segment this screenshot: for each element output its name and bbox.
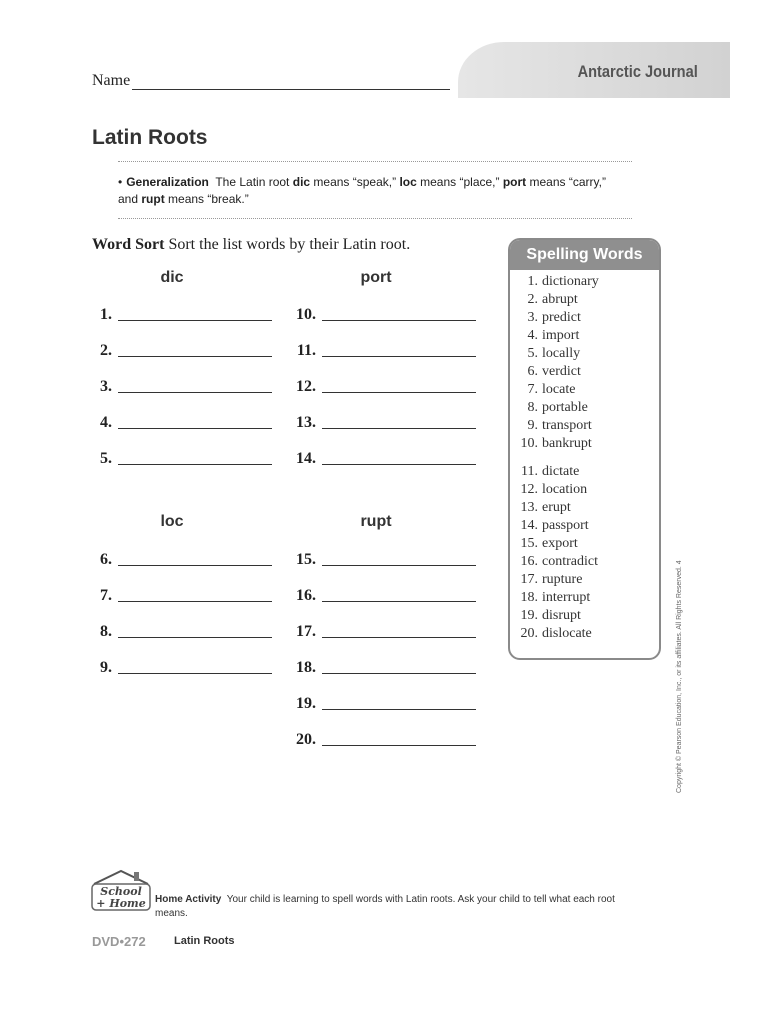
- answer-blank[interactable]: [322, 745, 476, 746]
- divider-top: [118, 161, 632, 162]
- spelling-word: predict: [542, 310, 581, 325]
- spelling-word-item: [510, 608, 610, 624]
- spelling-word: bankrupt: [542, 436, 592, 451]
- answer-blank[interactable]: [118, 320, 272, 321]
- column-head-loc: loc: [160, 513, 184, 530]
- spelling-word-item: [510, 590, 610, 606]
- answer-blank[interactable]: [322, 565, 476, 566]
- spelling-word-item: [510, 346, 610, 362]
- answer-blank[interactable]: [322, 392, 476, 393]
- spelling-word-number: 11.: [521, 464, 538, 479]
- spelling-word-number: 9.: [527, 418, 538, 433]
- unit-title: Antarctic Journal: [577, 62, 698, 81]
- home-activity-label: Home Activity: [155, 894, 222, 905]
- answer-blank[interactable]: [118, 464, 272, 465]
- latin-root: dic: [292, 175, 311, 189]
- name-line: [132, 89, 450, 90]
- spelling-word-number: 15.: [520, 536, 538, 551]
- spelling-word-number: 13.: [520, 500, 538, 515]
- answer-number: 7.: [100, 587, 112, 604]
- spelling-word: passport: [542, 518, 589, 533]
- answer-number: 19.: [296, 695, 316, 712]
- spelling-word-item: [510, 310, 610, 326]
- answer-blank[interactable]: [322, 356, 476, 357]
- spelling-word: erupt: [542, 500, 571, 515]
- home-activity: [155, 893, 635, 921]
- spelling-word-number: 4.: [527, 328, 538, 343]
- word-sort-instruction: Sort the list words by their Latin root.: [168, 236, 411, 253]
- answer-number: 9.: [100, 659, 112, 676]
- spelling-word: location: [542, 482, 588, 497]
- spelling-word-number: 16.: [520, 554, 538, 569]
- answer-number: 4.: [100, 414, 112, 431]
- answer-number: 5.: [100, 450, 112, 467]
- latin-root: loc: [399, 175, 417, 189]
- answer-number: 18.: [296, 659, 316, 676]
- answer-blank[interactable]: [118, 673, 272, 674]
- generalization: [118, 174, 628, 208]
- name-label: Name: [92, 72, 131, 89]
- spelling-word-number: 17.: [520, 572, 538, 587]
- spelling-word-item: [510, 500, 610, 516]
- spelling-word-item: [510, 482, 610, 498]
- spelling-word-number: 20.: [520, 626, 538, 641]
- spelling-word-number: 14.: [520, 518, 538, 533]
- spelling-word: dictionary: [542, 274, 599, 289]
- answer-blank[interactable]: [322, 464, 476, 465]
- answer-blank[interactable]: [322, 428, 476, 429]
- answer-number: 15.: [296, 551, 316, 568]
- spelling-word-number: 12.: [520, 482, 538, 497]
- answer-blank[interactable]: [118, 601, 272, 602]
- page-title: Latin Roots: [92, 126, 208, 149]
- home-activity-text: Your child is learning to spell words with Latin roots. Ask your child to tell what each root means.: [155, 894, 615, 919]
- bullet: •: [118, 175, 123, 189]
- answer-number: 10.: [296, 306, 316, 323]
- answer-blank[interactable]: [322, 637, 476, 638]
- spelling-word-item: [510, 364, 610, 380]
- spelling-word: disrupt: [542, 608, 581, 623]
- word-sort-heading: [92, 236, 410, 254]
- column-head-dic: dic: [160, 269, 184, 286]
- answer-number: 12.: [296, 378, 316, 395]
- spelling-word-item: [510, 418, 610, 434]
- chimney-icon: [134, 872, 139, 881]
- generalization-fragment: means “place,”: [416, 175, 503, 189]
- generalization-fragment: means “break.”: [164, 192, 249, 206]
- spelling-word: portable: [542, 400, 588, 415]
- divider-bottom: [118, 218, 632, 219]
- generalization-fragment: means “carry,” and: [118, 175, 606, 206]
- spelling-word-number: 8.: [527, 400, 538, 415]
- spelling-word: export: [542, 536, 578, 551]
- answer-number: 1.: [100, 306, 112, 323]
- generalization-label: Generalization: [126, 175, 209, 189]
- latin-root: rupt: [141, 192, 165, 206]
- answer-number: 3.: [100, 378, 112, 395]
- roof-icon: [94, 871, 148, 884]
- spelling-word-number: 19.: [520, 608, 538, 623]
- spelling-word-item: [510, 536, 610, 552]
- spelling-word: locally: [542, 346, 581, 361]
- answer-blank[interactable]: [118, 392, 272, 393]
- spelling-word: verdict: [542, 364, 581, 379]
- spelling-word: import: [542, 328, 580, 343]
- spelling-word-number: 6.: [527, 364, 538, 379]
- spelling-word-item: [510, 400, 610, 416]
- generalization-fragment: The Latin root: [215, 175, 293, 189]
- answer-blank[interactable]: [118, 428, 272, 429]
- spelling-word-item: [510, 292, 610, 308]
- spelling-word-item: [510, 572, 610, 588]
- spelling-word-item: [510, 464, 610, 480]
- answer-blank[interactable]: [118, 637, 272, 638]
- latin-root: port: [502, 175, 527, 189]
- spelling-word-number: 18.: [520, 590, 538, 605]
- logo-text-school: School: [100, 885, 142, 898]
- spelling-word: dictate: [542, 464, 580, 479]
- answer-number: 11.: [296, 342, 316, 359]
- school-home-logo: [88, 868, 154, 912]
- spelling-word-item: [510, 554, 610, 570]
- spelling-word-item: [510, 274, 610, 290]
- column-head-rupt: rupt: [360, 513, 392, 530]
- spelling-word: locate: [542, 382, 576, 397]
- spelling-word-item: [510, 626, 610, 642]
- spelling-word-item: [510, 436, 610, 452]
- spelling-word-number: 2.: [527, 292, 538, 307]
- answer-number: 20.: [296, 731, 316, 748]
- answer-number: 14.: [296, 450, 316, 467]
- answer-blank[interactable]: [322, 709, 476, 710]
- answer-blank[interactable]: [322, 673, 476, 674]
- answer-number: 2.: [100, 342, 112, 359]
- spelling-words-box: [508, 238, 661, 660]
- word-sort-label: Word Sort: [92, 236, 165, 253]
- spelling-word: transport: [542, 418, 592, 433]
- spelling-word-number: 10.: [520, 436, 538, 451]
- spelling-word-item: [510, 328, 610, 344]
- spelling-word-number: 3.: [527, 310, 538, 325]
- answer-blank[interactable]: [322, 320, 476, 321]
- spelling-word-item: [510, 382, 610, 398]
- spelling-word: contradict: [542, 554, 598, 569]
- spelling-word: rupture: [542, 572, 583, 587]
- spelling-word-number: 1.: [527, 274, 538, 289]
- answer-blank[interactable]: [322, 601, 476, 602]
- logo-text-home: + Home: [96, 897, 146, 910]
- answer-number: 6.: [100, 551, 112, 568]
- spelling-words-title: Spelling Words: [510, 240, 659, 270]
- column-head-port: port: [360, 269, 392, 286]
- answer-number: 16.: [296, 587, 316, 604]
- spelling-word-number: 5.: [527, 346, 538, 361]
- spelling-word: interrupt: [542, 590, 591, 605]
- copyright-notice: Copyright © Pearson Education, Inc., or its affiliates. All Rights Reserved. 4: [676, 560, 683, 793]
- answer-number: 17.: [296, 623, 316, 640]
- answer-blank[interactable]: [118, 356, 272, 357]
- footer-page-title: Latin Roots: [174, 935, 235, 947]
- spelling-word: abrupt: [542, 292, 578, 307]
- generalization-fragment: means “speak,”: [310, 175, 400, 189]
- spelling-word: dislocate: [542, 626, 592, 641]
- page-number: DVD•272: [92, 934, 146, 949]
- answer-number: 13.: [296, 414, 316, 431]
- spelling-word-item: [510, 518, 610, 534]
- answer-number: 8.: [100, 623, 112, 640]
- spelling-word-number: 7.: [527, 382, 538, 397]
- answer-blank[interactable]: [118, 565, 272, 566]
